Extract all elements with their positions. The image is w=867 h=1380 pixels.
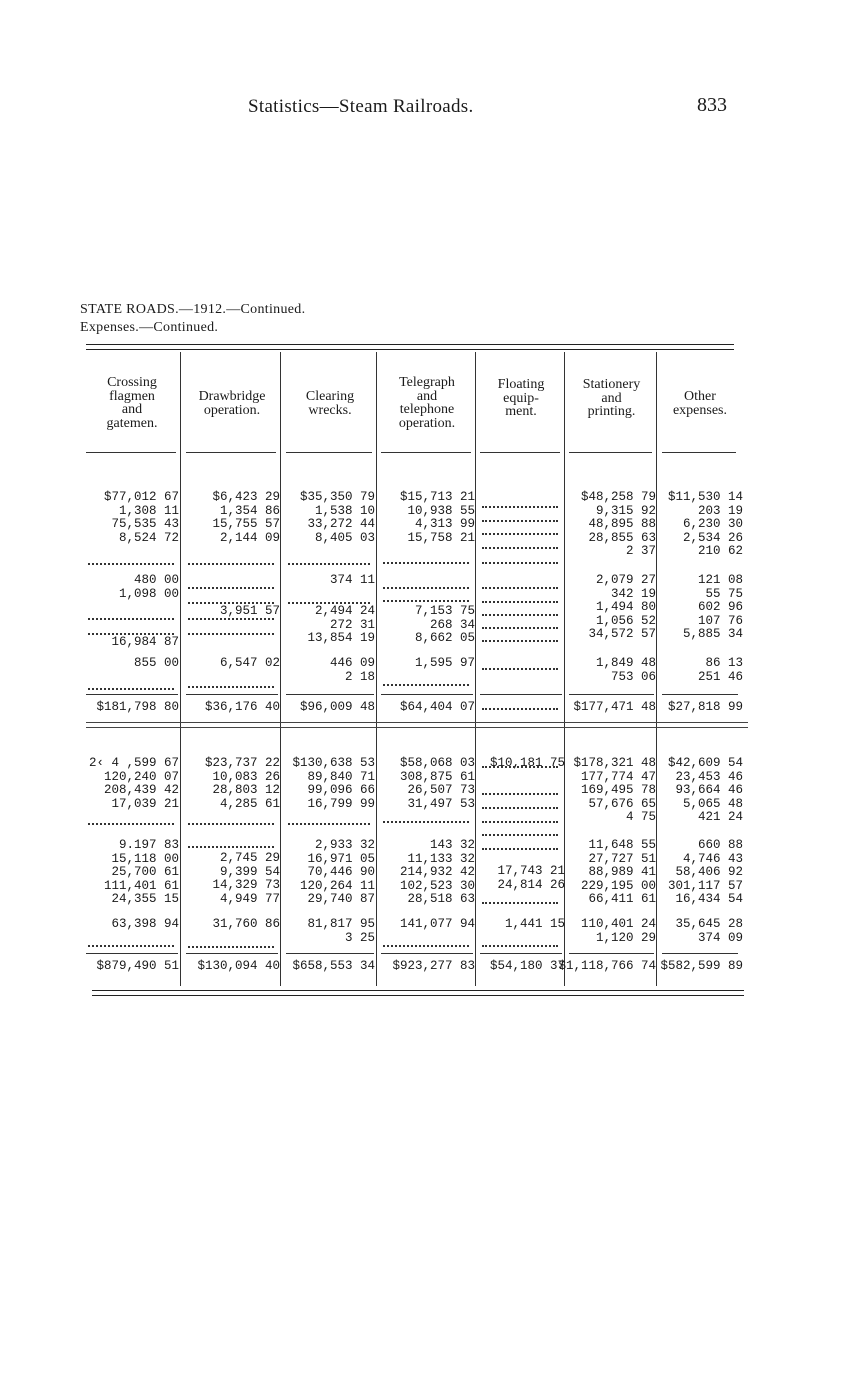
table-cell: 2‹ 4 ,599 67 <box>88 756 179 770</box>
dot-leader <box>188 563 274 565</box>
table-cell: 81,817 95 <box>307 917 375 931</box>
table-cell: 272 31 <box>329 617 375 632</box>
total-cell: $130,094 40 <box>197 959 280 973</box>
dot-leader <box>482 614 558 616</box>
table-cell: 120,240 07 <box>103 769 179 784</box>
table-cell: 63,398 94 <box>111 917 179 931</box>
column-rule <box>280 352 281 986</box>
table-cell: 2 18 <box>344 669 375 684</box>
heading-underline <box>186 452 276 453</box>
table-cell: 57,676 65 <box>588 796 656 811</box>
table-cell: 120,264 11 <box>299 878 375 893</box>
column-heading-line: printing. <box>587 404 636 419</box>
heading-underline <box>86 452 176 453</box>
column-heading-clearing <box>284 390 376 417</box>
table-cell: 446 09 <box>329 656 375 670</box>
total-cell: $54,180 37 <box>489 959 565 973</box>
section-divider <box>86 722 748 723</box>
table-cell: 5,065 48 <box>682 796 743 811</box>
column-heading-line: Clearing <box>305 389 355 404</box>
column-heading-line: expenses. <box>672 402 728 418</box>
dot-leader <box>383 684 469 686</box>
table-cell: 10,938 55 <box>407 503 475 518</box>
dot-leader <box>482 547 558 549</box>
table-cell: $15,713 21 <box>399 490 475 504</box>
dot-leader <box>482 533 558 535</box>
table-cell: 28,803 12 <box>212 783 280 798</box>
table-cell: 58,406 92 <box>675 865 743 880</box>
table-cell: 1,538 10 <box>314 503 375 518</box>
table-cell: 29,740 87 <box>307 892 375 907</box>
table-cell: 8,405 03 <box>314 530 375 545</box>
table-cell: 4 75 <box>625 810 656 825</box>
column-heading-line: Other <box>684 389 716 404</box>
heading-underline <box>662 452 736 453</box>
table-cell: 1,056 52 <box>595 613 656 628</box>
total-rule <box>381 694 473 695</box>
table-cell: 421 24 <box>697 810 743 825</box>
table-cell: 141,077 94 <box>399 917 475 931</box>
column-heading-telegraph <box>379 376 475 430</box>
table-cell: $11,530 14 <box>667 490 743 504</box>
table-cell: 602 96 <box>697 600 743 615</box>
table-cell: $130,638 53 <box>292 756 375 770</box>
table-cell: 16,984 87 <box>111 635 179 649</box>
table-cell: 229,195 00 <box>580 878 656 893</box>
column-heading-line: operation. <box>398 415 456 431</box>
dot-leader <box>188 846 274 848</box>
column-rule <box>656 352 657 986</box>
table-cell: 8,524 72 <box>118 530 179 545</box>
table-cell: $48,258 79 <box>580 490 656 504</box>
table-cell: 66,411 61 <box>588 892 656 907</box>
table-cell: 4,285 61 <box>219 796 280 811</box>
table-cell: 177,774 47 <box>580 769 656 784</box>
bottom-rule <box>92 990 744 991</box>
dot-leader <box>383 562 469 564</box>
table-cell: $178,321 48 <box>573 756 656 770</box>
total-cell: $582,599 89 <box>660 959 743 973</box>
table-cell: 17,743 21 <box>497 864 565 878</box>
table-cell: 480 00 <box>133 573 179 587</box>
table-cell: 4,313 99 <box>414 517 475 532</box>
table-cell: 2,079 27 <box>595 573 656 587</box>
table-cell: 2,745 29 <box>219 851 280 865</box>
table-cell: 1,595 97 <box>414 656 475 670</box>
table-cell: 121 08 <box>697 573 743 587</box>
table-cell: $35,350 79 <box>299 490 375 504</box>
column-heading-line: and <box>416 388 438 404</box>
column-heading-line: equip- <box>503 390 539 406</box>
dot-leader <box>482 821 558 823</box>
dot-leader <box>88 823 174 825</box>
dot-leader <box>288 602 370 604</box>
dot-leader <box>482 627 558 629</box>
total-cell: $64,404 07 <box>399 700 475 714</box>
total-rule <box>662 694 738 695</box>
table-cell: $42,609 54 <box>667 756 743 770</box>
table-cell: 11,648 55 <box>588 838 656 852</box>
table-cell: 31,497 53 <box>407 796 475 811</box>
table-cell: 3 25 <box>344 930 375 945</box>
table-cell: 143 32 <box>429 838 475 852</box>
column-heading-stationery <box>567 378 656 419</box>
table-cell: 102,523 30 <box>399 878 475 893</box>
table-cell: 374 09 <box>697 930 743 945</box>
table-cell: 855 00 <box>133 656 179 670</box>
table-cell: 13,854 19 <box>307 631 375 646</box>
dot-leader <box>288 823 370 825</box>
dot-leader <box>482 562 558 564</box>
table-cell: 70,446 90 <box>307 865 375 880</box>
total-rule <box>662 953 738 954</box>
table-cell: 1,120 29 <box>595 930 656 945</box>
table-cell: $10,181 75 <box>489 756 565 770</box>
table-cell: 5,885 34 <box>682 627 743 642</box>
dot-leader <box>383 821 469 823</box>
dot-leader <box>482 945 558 947</box>
table-cell: 34,572 57 <box>588 627 656 642</box>
table-cell: 208,439 42 <box>103 783 179 798</box>
table-cell: 11,133 32 <box>407 851 475 866</box>
table-cell: 169,495 78 <box>580 783 656 798</box>
total-cell: $658,553 34 <box>292 959 375 973</box>
table-cell: 6,230 30 <box>682 517 743 532</box>
table-cell: 17,039 21 <box>111 796 179 811</box>
table-cell: 93,664 46 <box>675 783 743 798</box>
column-heading-line: Stationery <box>582 377 641 392</box>
table-cell: 88,989 41 <box>588 865 656 880</box>
table-cell: 2,933 32 <box>314 838 375 852</box>
dot-leader <box>482 587 558 589</box>
table-cell: 4,949 77 <box>219 891 280 906</box>
dot-leader <box>482 520 558 522</box>
table-cell: 110,401 24 <box>580 917 656 931</box>
dot-leader <box>383 600 469 602</box>
column-heading-other <box>660 390 740 417</box>
table-cell: 9,399 54 <box>219 864 280 879</box>
dot-leader <box>482 766 558 768</box>
table-cell: 27,727 51 <box>588 851 656 866</box>
table-cell: 89,840 71 <box>307 769 375 784</box>
table-cell: 210 62 <box>697 544 743 559</box>
top-rule <box>86 344 734 345</box>
table-cell: 26,507 73 <box>407 783 475 798</box>
total-cell: $96,009 48 <box>299 700 375 714</box>
dot-leader <box>482 834 558 836</box>
table-cell: 35,645 28 <box>675 917 743 931</box>
column-heading-line: Crossing <box>107 375 157 390</box>
table-cell: 3,951 57 <box>219 604 280 618</box>
dot-leader <box>88 618 174 620</box>
dot-leader <box>288 563 370 565</box>
table-cell: 14,329 73 <box>212 878 280 893</box>
dot-leader <box>188 602 274 604</box>
column-heading-line: Drawbridge <box>198 389 266 404</box>
table-cell: 16,971 05 <box>307 851 375 866</box>
column-heading-line: gatemen. <box>106 415 158 431</box>
dot-leader <box>482 708 558 710</box>
dot-leader <box>482 807 558 809</box>
heading-underline <box>286 452 372 453</box>
table-cell: $6,423 29 <box>212 490 280 504</box>
table-cell: 1,441 15 <box>504 917 565 931</box>
column-heading-line: and <box>121 402 143 417</box>
table-cell: 99,096 66 <box>307 783 375 798</box>
table-cell: 1,849 48 <box>595 656 656 670</box>
total-rule <box>186 953 278 954</box>
table-cell: 10,083 26 <box>212 769 280 784</box>
column-heading-line: operation. <box>203 402 261 418</box>
table-cell: 2,494 24 <box>314 604 375 618</box>
table-cell: 203 19 <box>697 503 743 518</box>
total-rule <box>86 694 178 695</box>
table-cell: 111,401 61 <box>103 878 179 893</box>
table-cell: 1,308 11 <box>118 503 179 518</box>
dot-leader <box>188 633 274 635</box>
table-cell: 308,875 61 <box>399 769 475 784</box>
total-rule <box>186 694 278 695</box>
dot-leader <box>88 633 174 635</box>
dot-leader <box>482 848 558 850</box>
total-cell: $1,118,766 74 <box>558 959 656 973</box>
table-cell: 251 46 <box>697 669 743 684</box>
table-cell: 33,272 44 <box>307 517 375 532</box>
column-rule <box>376 352 377 986</box>
table-cell: 1,354 86 <box>219 503 280 518</box>
table-cell: 24,814 26 <box>497 877 565 892</box>
running-title: Statistics—Steam Railroads. <box>248 96 474 117</box>
table-cell: 1,494 80 <box>595 600 656 615</box>
table-caption: STATE ROADS.—1912.—Continued. <box>80 302 306 317</box>
table-cell: 8,662 05 <box>414 631 475 646</box>
table-cell: 4,746 43 <box>682 851 743 866</box>
page-number: 833 <box>697 94 727 116</box>
column-heading-crossing <box>84 376 180 430</box>
dot-leader <box>383 945 469 947</box>
column-heading-line: and <box>601 390 622 406</box>
dot-leader <box>482 793 558 795</box>
column-heading-line: Telegraph <box>399 375 455 390</box>
table-cell: 55 75 <box>705 586 743 601</box>
table-cell: 2 37 <box>625 544 656 559</box>
table-cell: 374 11 <box>329 573 375 587</box>
dot-leader <box>188 823 274 825</box>
table-cell: 6,547 02 <box>219 656 280 670</box>
column-heading-line: wrecks. <box>308 402 352 418</box>
column-heading-drawbridge <box>184 390 280 417</box>
total-cell: $923,277 83 <box>392 959 475 973</box>
heading-underline <box>381 452 471 453</box>
table-cell: $77,012 67 <box>103 490 179 504</box>
dot-leader <box>88 688 174 690</box>
table-cell: 7,153 75 <box>414 604 475 618</box>
column-heading-line: ment. <box>505 404 537 419</box>
total-rule <box>569 953 654 954</box>
table-cell: 15,118 00 <box>111 851 179 866</box>
table-cell: 2,144 09 <box>219 530 280 545</box>
table-cell: 25,700 61 <box>111 865 179 880</box>
heading-underline <box>480 452 560 453</box>
table-cell: 23,453 46 <box>675 769 743 784</box>
total-cell: $27,818 99 <box>667 700 743 714</box>
table-cell: 24,355 15 <box>111 892 179 907</box>
dot-leader <box>482 668 558 670</box>
bottom-rule-2 <box>92 995 744 996</box>
dot-leader <box>88 945 174 947</box>
table-cell: 16,434 54 <box>675 892 743 907</box>
dot-leader <box>88 563 174 565</box>
total-rule <box>286 694 374 695</box>
table-cell: 15,755 57 <box>212 517 280 532</box>
column-heading-line: Floating <box>497 377 545 392</box>
total-rule <box>569 694 654 695</box>
dot-leader <box>188 686 274 688</box>
table-cell: $58,068 03 <box>399 756 475 770</box>
table-cell: 75,535 43 <box>111 517 179 532</box>
column-heading-line: flagmen <box>109 388 155 404</box>
table-cell: 342 19 <box>610 586 656 601</box>
top-rule-2 <box>86 349 734 350</box>
table-cell: $23,737 22 <box>204 756 280 770</box>
table-cell: 86 13 <box>705 656 743 670</box>
table-cell: 9.197 83 <box>118 838 179 852</box>
table-cell: 15,758 21 <box>407 530 475 545</box>
table-cell: 268 34 <box>429 617 475 632</box>
table-cell: 107 76 <box>697 613 743 628</box>
dot-leader <box>188 587 274 589</box>
table-cell: 1,098 00 <box>118 586 179 601</box>
dot-leader <box>188 946 274 948</box>
total-rule <box>286 953 374 954</box>
section-divider-2 <box>86 727 748 728</box>
table-cell: 9,315 92 <box>595 503 656 518</box>
table-cell: 48,895 88 <box>588 517 656 532</box>
heading-underline <box>569 452 652 453</box>
total-cell: $879,490 51 <box>96 959 179 973</box>
dot-leader <box>188 618 274 620</box>
table-cell: 301,117 57 <box>667 878 743 893</box>
total-cell: $177,471 48 <box>573 700 656 714</box>
dot-leader <box>482 640 558 642</box>
table-cell: 660 88 <box>697 838 743 852</box>
dot-leader <box>383 587 469 589</box>
column-heading-floating <box>478 378 564 419</box>
table-cell: 28,855 63 <box>588 530 656 545</box>
dot-leader <box>482 601 558 603</box>
total-cell: $181,798 80 <box>96 700 179 714</box>
dot-leader <box>482 506 558 508</box>
table-cell: 214,932 42 <box>399 865 475 880</box>
table-cell: 753 06 <box>610 669 656 684</box>
column-heading-line: telephone <box>399 402 455 417</box>
column-rule <box>180 352 181 986</box>
column-rule <box>475 352 476 986</box>
table-cell: 16,799 99 <box>307 796 375 811</box>
total-rule <box>86 953 178 954</box>
total-rule <box>381 953 473 954</box>
table-cell: 28,518 63 <box>407 892 475 907</box>
table-subcaption: Expenses.—Continued. <box>80 320 219 335</box>
dot-leader <box>482 902 558 904</box>
table-cell: 2,534 26 <box>682 530 743 545</box>
total-rule <box>480 953 562 954</box>
total-cell: $36,176 40 <box>204 700 280 714</box>
total-rule <box>480 694 562 695</box>
table-cell: 31,760 86 <box>212 917 280 931</box>
